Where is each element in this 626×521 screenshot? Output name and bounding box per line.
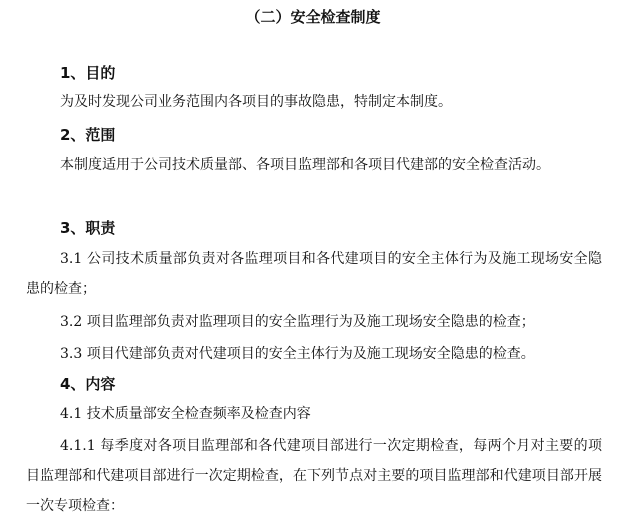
paragraph-responsibility-3-1: 3.1 公司技术质量部负责对各监理项目和各代建项目的安全主体行为及施工现场安全隐患的检查； [26,251,602,297]
paragraph-responsibility-3-3: 3.3 项目代建部负责对代建项目的安全主体行为及施工现场安全隐患的检查。 [60,346,535,362]
paragraph-responsibility-3-2: 3.2 项目监理部负责对监理项目的安全监理行为及施工现场安全隐患的检查； [60,314,535,330]
paragraph-content-4-1: 4.1 技术质量部安全检查频率及检查内容 [60,406,311,422]
paragraph-scope: 本制度适用于公司技术质量部、各项目监理部和各项目代建部的安全检查活动。 [60,157,550,173]
paragraph-content-4-1-1: 4.1.1 每季度对各项目监理部和各代建项目部进行一次定期检查，每两个月对主要的项目监理部和代建项目部进行一次定期检查，在下列节点对主要的项目监理部和代建项目部开展一次专项检查： [26,438,602,514]
section-heading-purpose: 1、目的 [60,64,116,82]
paragraph-purpose: 为及时发现公司业务范围内各项目的事故隐患，特制定本制度。 [60,94,452,110]
section-heading-content: 4、内容 [60,375,116,393]
document-title: （二）安全检查制度 [245,8,381,26]
section-heading-responsibilities: 3、职责 [60,219,116,237]
section-heading-scope: 2、范围 [60,126,116,144]
